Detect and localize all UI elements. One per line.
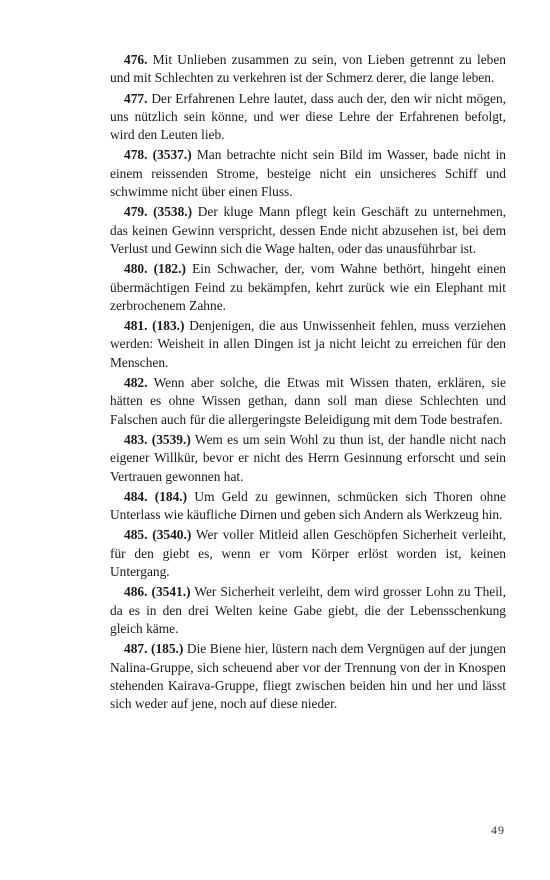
page-text [110,51,506,715]
verse-478 [110,146,506,201]
verse-477 [110,90,506,145]
verse-483 [110,431,506,486]
verse-text: Wer Sicherheit verleiht, dem wird grosser Lohn zu Theil, da es in den drei Welten keine Gabe giebt, die der Lebensschenkung gleich käme. [110,584,506,636]
verse-number: 478. (3537.) [124,147,192,163]
verse-text: Mit Unlieben zusammen zu sein, von Lieben getrennt zu leben und mit Schlechten zu verkehren ist der Schmerz derer, die lange leben. [110,52,506,86]
verse-text: Wenn aber solche, die Etwas mit Wissen thaten, erklären, sie hätten es ohne Wissen gethan, dann soll man diese Schlechten und Falschen auch für die allergeringste Beleidigung mit dem Tode bestrafen. [110,375,507,427]
verse-number: 481. (183.) [124,318,185,334]
verse-number: 483. (3539.) [124,431,191,447]
verse-number: 484. (184.) [124,488,188,504]
verse-text: Der kluge Mann pflegt kein Geschäft zu unternehmen, das keinen Gewinn verspricht, dessen Ende nicht abzusehen ist, bei dem Verlust und Gewinn sich die Wage halten, oder das unausführbar ist. [110,204,506,256]
verse-480 [110,260,506,315]
verse-479 [110,203,506,258]
verse-number: 479. (3538.) [124,204,193,220]
verse-number: 480. (182.) [124,261,186,277]
verse-text: Die Biene hier, lüstern nach dem Vergnügen auf der jungen Nalina-Gruppe, sich scheuend aber vor der Trennung von der in Knospen stehenden Kairava-Gruppe, fliegt zwischen beiden hin und her und lässt sich weder auf jene, noch auf diese nieder. [110,641,506,712]
verse-text: Man betrachte nicht sein Bild im Wasser, bade nicht in einem reissenden Strome, besteige nicht ein unsicheres Schiff und schwimme nicht über einen Fluss. [110,147,506,200]
verse-text: Wer voller Mitleid allen Geschöpfen Sicherheit verleiht, für den giebt es, wenn er vom Körper erlöst worden ist, keinen Untergang. [110,527,506,580]
verse-number: 487. (185.) [124,641,184,657]
verse-number: 486. (3541.) [124,584,191,600]
verse-482 [110,374,506,429]
verse-text: Ein Schwacher, der, vom Wahne bethört, hingeht einen übermächtigen Feind zu bekämpfen, kehrt zurück wie ein Elephant mit zerbrochenem Zahne. [110,261,506,313]
page-number: 49 [491,823,505,837]
verse-485 [110,526,506,581]
verse-number: 477. [124,90,148,106]
verse-text: Der Erfahrenen Lehre lautet, dass auch der, den wir nicht mögen, uns nützlich sein könne, und wer diese Lehre der Erfahrenen befolgt, wird den Leuten lieb. [110,90,506,143]
verse-text: Wem es um sein Wohl zu thun ist, der handle nicht nach eigener Willkür, bevor er nicht des Herrn Gesinnung erforscht und sein Vertrauen gewonnen hat. [110,431,506,484]
verse-number: 485. (3540.) [124,527,192,543]
verse-text: Um Geld zu gewinnen, schmücken sich Thoren ohne Unterlass wie käufliche Dirnen und geben sich Andern als Werkzeug hin. [110,488,506,523]
verse-484 [110,488,506,525]
verse-486 [110,583,506,638]
verse-text: Denjenigen, die aus Unwissenheit fehlen, muss verziehen werden: Weisheit in allen Dingen ist ja nicht leicht zu erreichen für den Menschen. [110,318,507,370]
verse-487 [110,640,506,713]
verse-481 [110,317,506,372]
verse-476 [110,51,506,88]
verse-number: 476. [124,52,148,67]
verse-number: 482. [124,375,148,391]
